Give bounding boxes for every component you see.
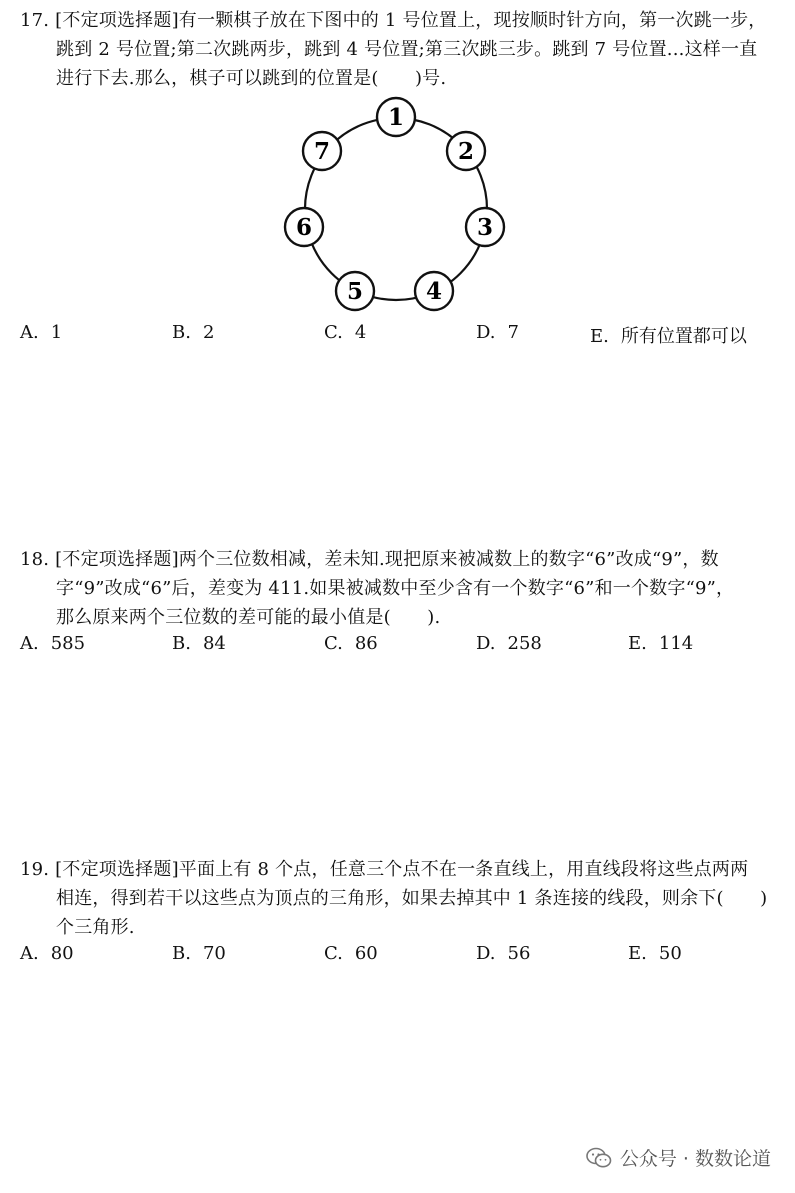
position-label-1: 1 [387, 104, 405, 131]
position-label-6: 6 [295, 214, 313, 241]
question-19-line-3: 个三角形. [56, 917, 135, 938]
watermark [586, 1144, 771, 1171]
option-18-b[interactable]: B. 84 [172, 633, 226, 654]
question-17-line-2: 跳到 2 号位置;第二次跳两步，跳到 4 号位置;第三次跳三步。跳到 7 号位置...这样一直 [56, 39, 758, 60]
position-label-2: 2 [457, 138, 475, 165]
position-label-4: 4 [425, 278, 443, 305]
question-18-line-1: 18. [不定项选择题]两个三位数相减，差未知.现把原来被减数上的数字“6”改成“9”，数 [20, 549, 719, 570]
option-18-a[interactable]: A. 585 [20, 633, 86, 654]
position-label-7: 7 [313, 138, 331, 165]
question-17-line-3: 进行下去.那么，棋子可以跳到的位置是( )号. [56, 68, 447, 89]
option-17-e[interactable]: E. 所有位置都可以 [590, 326, 747, 347]
question-19-options [20, 943, 780, 969]
option-19-c[interactable]: C. 60 [324, 943, 378, 964]
option-19-a[interactable]: A. 80 [20, 943, 74, 964]
option-18-c[interactable]: C. 86 [324, 633, 378, 654]
option-19-d[interactable]: D. 56 [476, 943, 531, 964]
question-18-line-3: 那么原来两个三位数的差可能的最小值是( ). [56, 607, 441, 628]
position-node-5 [336, 272, 374, 310]
position-label-3: 3 [476, 214, 494, 241]
option-18-e[interactable]: E. 114 [628, 633, 694, 654]
question-19-line-1: 19. [不定项选择题]平面上有 8 个点，任意三个点不在一条直线上，用直线段将这些点两两 [20, 859, 749, 880]
option-19-b[interactable]: B. 70 [172, 943, 226, 964]
question-19-number: 19. [20, 859, 50, 880]
position-node-7 [303, 132, 341, 170]
option-17-c[interactable]: C. 4 [324, 322, 367, 343]
option-17-d[interactable]: D. 7 [476, 322, 519, 343]
position-node-1 [377, 98, 415, 136]
option-18-d[interactable]: D. 258 [476, 633, 542, 654]
question-17-options [20, 322, 780, 348]
wechat-icon [586, 1147, 612, 1169]
question-19 [20, 855, 780, 942]
position-node-6 [285, 208, 323, 246]
question-17-number: 17. [20, 10, 50, 31]
question-18-number: 18. [20, 549, 50, 570]
question-18 [20, 545, 780, 632]
question-18-line-2: 字“9”改成“6”后，差变为 411.如果被减数中至少含有一个数字“6”和一个数字“9”， [56, 578, 735, 599]
position-label-5: 5 [346, 278, 364, 305]
position-node-3 [466, 208, 504, 246]
question-18-options [20, 633, 780, 659]
position-node-2 [447, 132, 485, 170]
ring-diagram [270, 92, 520, 317]
question-19-line-2: 相连，得到若干以这些点为顶点的三角形，如果去掉其中 1 条连接的线段，则余下( ) [56, 888, 768, 909]
question-17 [20, 6, 780, 93]
position-node-4 [415, 272, 453, 310]
option-17-a[interactable]: A. 1 [20, 322, 63, 343]
watermark-text: 公众号 · 数数论道 [619, 1148, 771, 1170]
question-17-line-1: 17. [不定项选择题]有一颗棋子放在下图中的 1 号位置上，现按顺时针方向，第一次跳一步， [20, 10, 767, 31]
option-19-e[interactable]: E. 50 [628, 943, 682, 964]
option-17-b[interactable]: B. 2 [172, 322, 215, 343]
